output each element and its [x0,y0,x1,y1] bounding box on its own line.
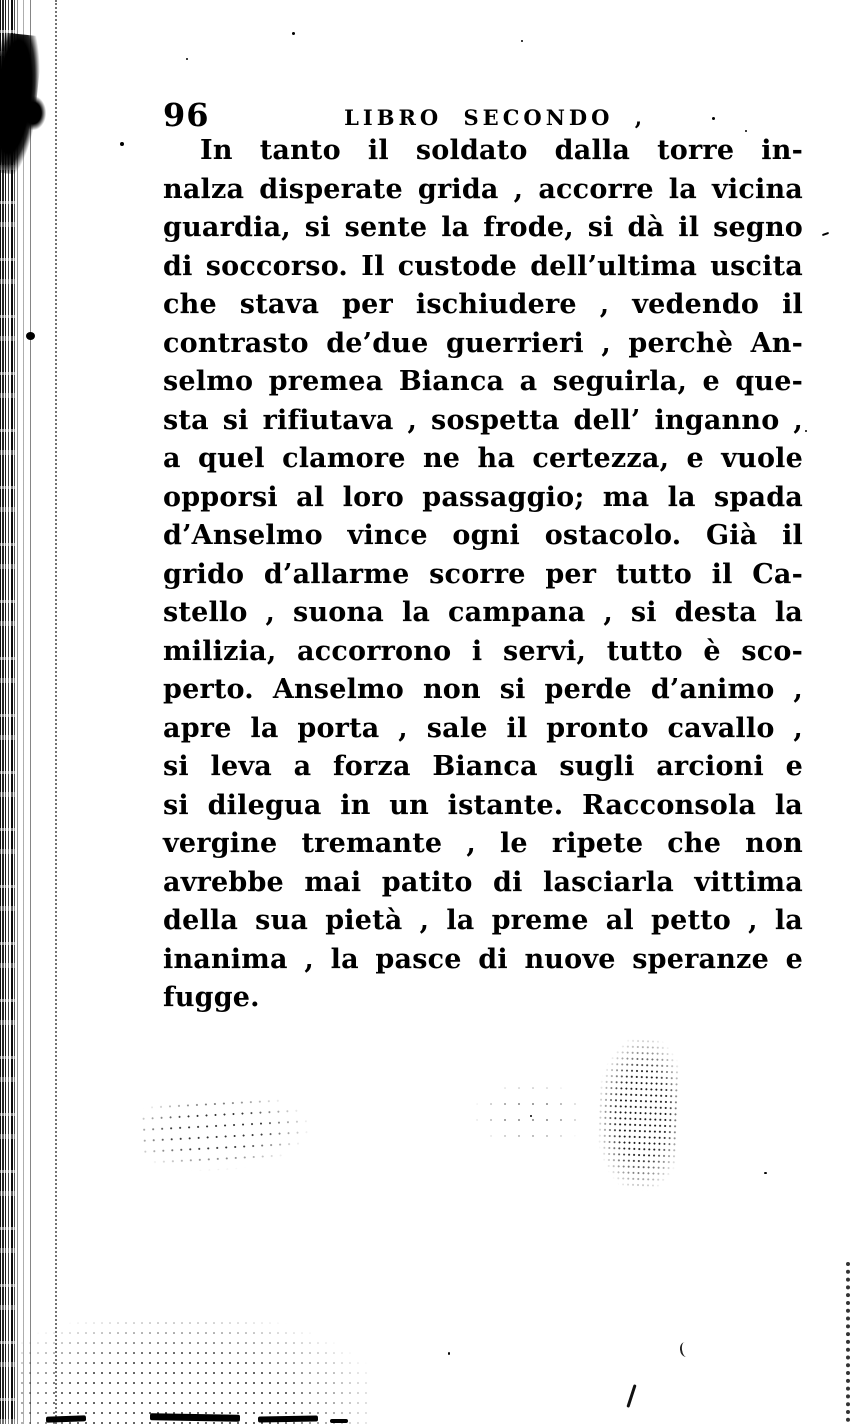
ink-smudge [595,1037,680,1192]
right-edge-marks [846,1262,850,1422]
ink-clump [258,1415,318,1422]
text-line: perto. Anselmo non si perde d’animo , [163,674,803,705]
binding-dashed-line [55,0,57,1424]
ink-dot [292,32,295,35]
page-number: 96 [163,96,210,134]
text-line: della sua pietà , la preme al petto , la [163,905,803,936]
text-line: di soccorso. Il custode dell’ultima uscita [163,250,803,282]
text-line: grido d’allarme scorre per tutto il Ca- [163,558,803,590]
ink-dot [186,58,188,60]
text-line: nalza disperate grida , accorre la vicina [163,173,803,205]
binding-edge-streaks [0,0,17,1424]
ink-dot [764,1172,767,1174]
ink-blob [20,96,46,130]
ink-clump [330,1419,348,1423]
running-header: LIBRO SECONDO , [344,105,647,130]
text-line: selmo premea Bianca a seguirla, e que- [163,366,803,397]
text-line: si dilegua in un istante. Racconsola la [163,789,803,821]
text-line: contrasto de’due guerrieri , perchè An- [163,327,803,359]
text-line: milizia, accorrono i servi, tutto è sco- [163,635,803,667]
ink-smudge [18,1318,368,1424]
text-line: vergine tremante , le ripete che non [163,828,803,859]
text-line: fugge. [163,982,260,1013]
text-line: inanima , la pasce di nuove speranze e [163,943,803,975]
text-line: opporsi al loro passaggio; ma la spada [163,481,803,513]
stray-slash-mark [626,1384,636,1408]
text-line: sta si rifiutava , sospetta dell’ inganno , [163,404,803,436]
text-line: stello , suona la campana , si desta la [163,597,803,628]
text-line: In tanto il soldato dalla torre in- [200,135,803,166]
ink-dot [805,430,807,432]
ink-smudge [138,1094,312,1175]
ink-dot [712,117,715,120]
text-line: a quel clamore ne ha certezza, e vuole [163,443,803,474]
text-line: guardia, si sente la frode, si dà il segno [163,212,803,243]
binding-edge-streaks-light [17,0,39,1424]
ink-dot [448,1352,450,1355]
body-text [163,132,803,1018]
ink-dot [26,332,35,340]
text-line: avrebbe mai patito di lasciarla vittima [163,866,803,898]
stray-arc-mark [679,1341,692,1357]
ink-dot [745,130,747,132]
text-line: apre la porta , sale il pronto cavallo , [163,712,803,744]
ink-dot [521,40,523,42]
ink-dot [530,1115,532,1117]
text-line: che stava per ischiudere , vedendo il [163,289,803,320]
ink-dot [120,142,124,146]
text-line: d’Anselmo vince ogni ostacolo. Già il [163,520,803,551]
text-line: si leva a forza Bianca sugli arcioni e [163,751,803,782]
ink-dot [822,232,829,236]
